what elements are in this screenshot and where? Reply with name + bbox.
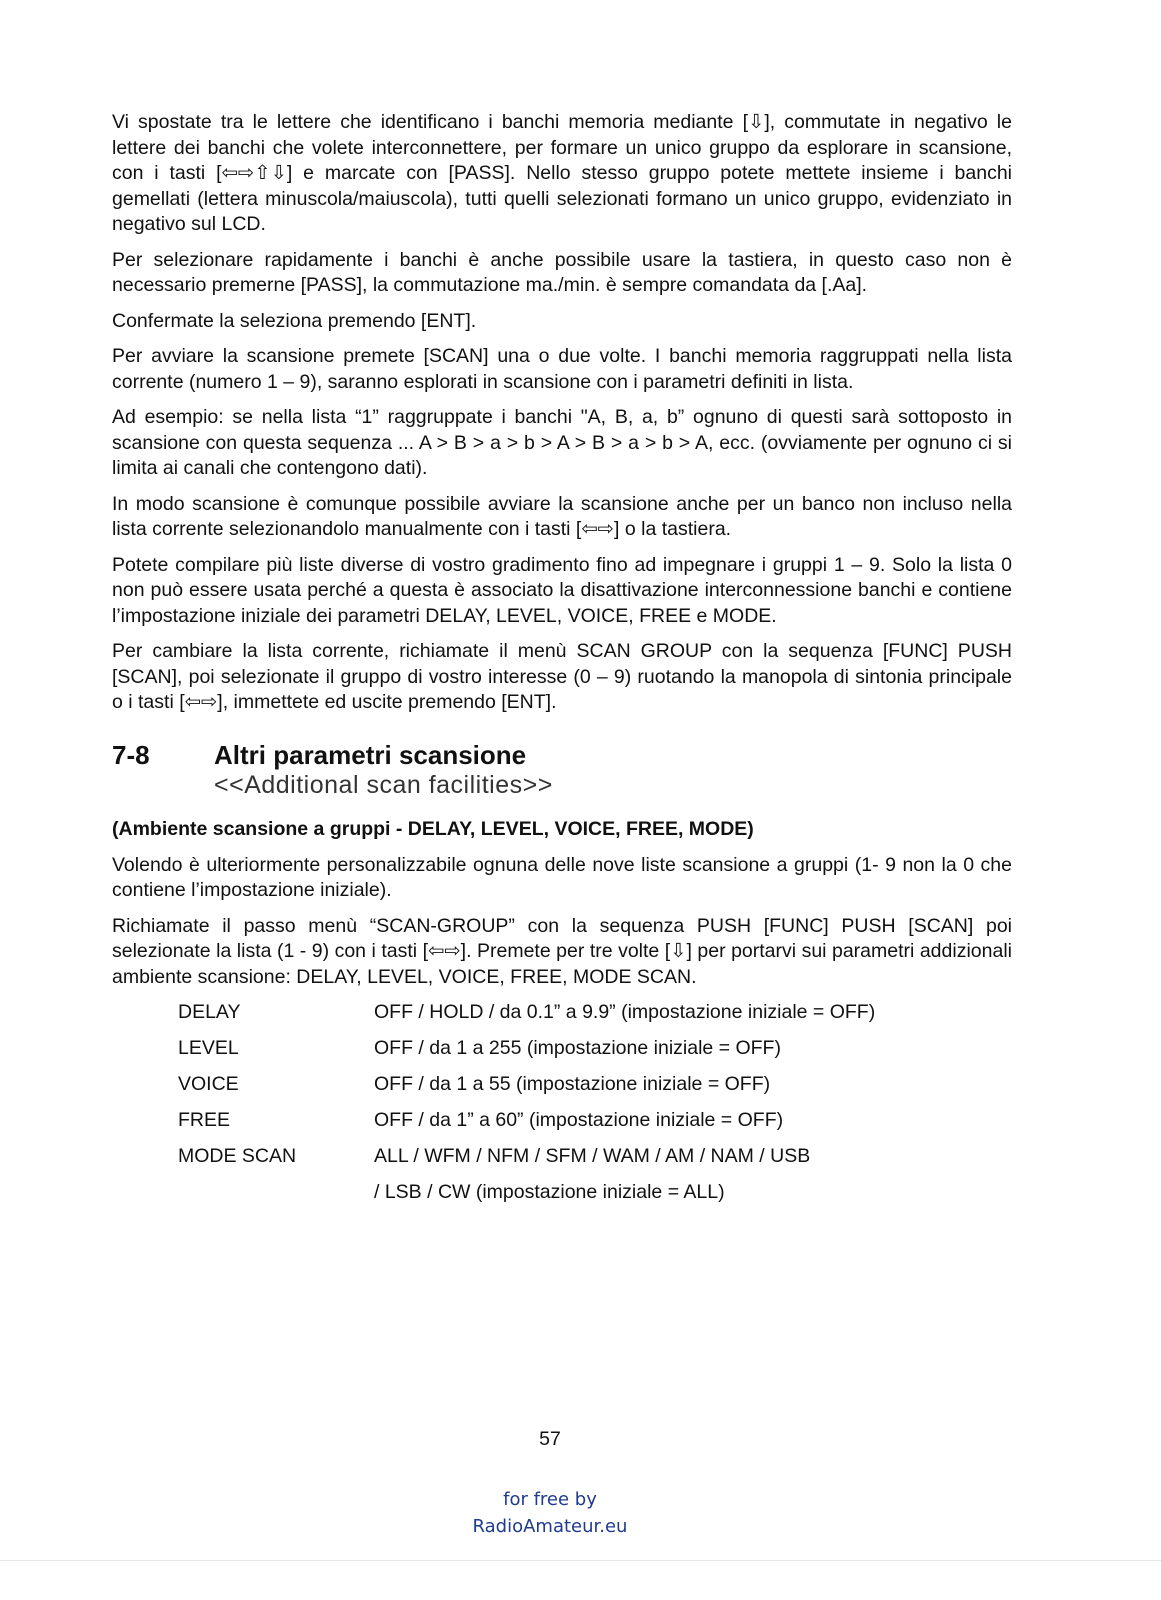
page-number: 57 [539, 1428, 561, 1450]
table-row [178, 1000, 875, 1036]
table-row [178, 1180, 875, 1216]
table-row [178, 1036, 875, 1072]
paragraph-1: Vi spostate tra le lettere che identificano i banchi memoria mediante [⇩], commutate in negativo le lettere dei banchi che volete interconnettere, per formare un unico gruppo da esplorare in scansione, con i tasti [⇦⇨⇧⇩] e marcate con [PASS]. Nello stesso gruppo potete mettete insieme i banchi gemellati (lettera minuscola/maiuscola), tutti quelli selezionati formano un unico gruppo, evidenziato in negativo sul LCD. [112, 111, 1012, 235]
footer-line-1: for free by [503, 1489, 597, 1510]
table-row [178, 1108, 875, 1144]
paragraph-10: Richiamate il passo menù “SCAN-GROUP” con la sequenza PUSH [FUNC] PUSH [SCAN] poi selezionate la lista (1 - 9) con i tasti [⇦⇨]. Premete per tre volte [⇩] per portarvi sui parametri addizionali ambiente scansione: DELAY, LEVEL, VOICE, FREE, MODE SCAN. [112, 914, 1012, 988]
param-name: LEVEL [178, 1037, 239, 1059]
param-value: OFF / da 1 a 255 (impostazione iniziale = OFF) [374, 1037, 781, 1059]
section-subtitle: <<Additional scan facilities>> [214, 770, 553, 799]
footer-link[interactable]: RadioAmateur.eu [472, 1516, 628, 1537]
param-value: / LSB / CW (impostazione iniziale = ALL) [374, 1181, 725, 1203]
param-value: OFF / da 1” a 60” (impostazione iniziale = OFF) [374, 1109, 784, 1131]
param-value: OFF / da 1 a 55 (impostazione iniziale = OFF) [374, 1073, 771, 1095]
param-name: DELAY [178, 1001, 241, 1023]
paragraph-5: Ad esempio: se nella lista “1” raggruppate i banchi "A, B, a, b” ognuno di questi sarà sottoposto in scansione con questa sequenza ... A > B > a > b > A > B > a > b > A, ecc. (ovviamente per ognuno ci si limita ai canali che contengono dati). [112, 406, 1012, 479]
scan-artifact-line [0, 1560, 1161, 1561]
param-value: ALL / WFM / NFM / SFM / WAM / AM / NAM / USB [374, 1145, 811, 1167]
table-row [178, 1072, 875, 1108]
paragraph-6: In modo scansione è comunque possibile avviare la scansione anche per un banco non incluso nella lista corrente selezionandolo manualmente con i tasti [⇦⇨] o la tastiera. [112, 492, 1012, 540]
paragraph-4: Per avviare la scansione premete [SCAN] una o due volte. I banchi memoria raggruppati nella lista corrente (numero 1 – 9), saranno esplorati in scansione con i parametri definiti in lista. [112, 345, 1012, 393]
param-name [178, 1180, 374, 1216]
paragraph-3: Confermate la seleziona premendo [ENT]. [112, 309, 477, 332]
param-name: MODE SCAN [178, 1145, 297, 1167]
footer-credit [0, 1486, 1100, 1540]
section-heading [112, 740, 1012, 770]
paragraph-7: Potete compilare più liste diverse di vostro gradimento fino ad impegnare i gruppi 1 – 9. Solo la lista 0 non può essere usata perché a questa è associato la disattivazione interconnessione banchi e contiene l’impostazione iniziale dei parametri DELAY, LEVEL, VOICE, FREE e MODE. [112, 553, 1012, 627]
param-name: VOICE [178, 1073, 239, 1095]
table-row [178, 1144, 875, 1180]
subheading: (Ambiente scansione a gruppi - DELAY, LEVEL, VOICE, FREE, MODE) [112, 817, 754, 840]
section-title: Altri parametri scansione [214, 739, 527, 770]
parameters-table [178, 1000, 875, 1216]
paragraph-8: Per cambiare la lista corrente, richiamate il menù SCAN GROUP con la sequenza [FUNC] PUSH [SCAN], poi selezionate il gruppo di vostro interesse (0 – 9) ruotando la manopola di sintonia principale o i tasti [⇦⇨], immettete ed uscite premendo [ENT]. [112, 640, 1012, 713]
section-number: 7-8 [112, 739, 150, 770]
paragraph-2: Per selezionare rapidamente i banchi è anche possibile usare la tastiera, in questo caso non è necessario premerne [PASS], la commutazione ma./min. è sempre comandata da [.Aa]. [112, 248, 1012, 296]
param-name: FREE [178, 1109, 231, 1131]
page-content [112, 110, 1012, 1216]
paragraph-9: Volendo è ulteriormente personalizzabile ognuna delle nove liste scansione a gruppi (1- 9 non la 0 che contiene l’impostazione iniziale). [112, 853, 1012, 901]
param-value: OFF / HOLD / da 0.1” a 9.9” (impostazione iniziale = OFF) [374, 1001, 876, 1023]
